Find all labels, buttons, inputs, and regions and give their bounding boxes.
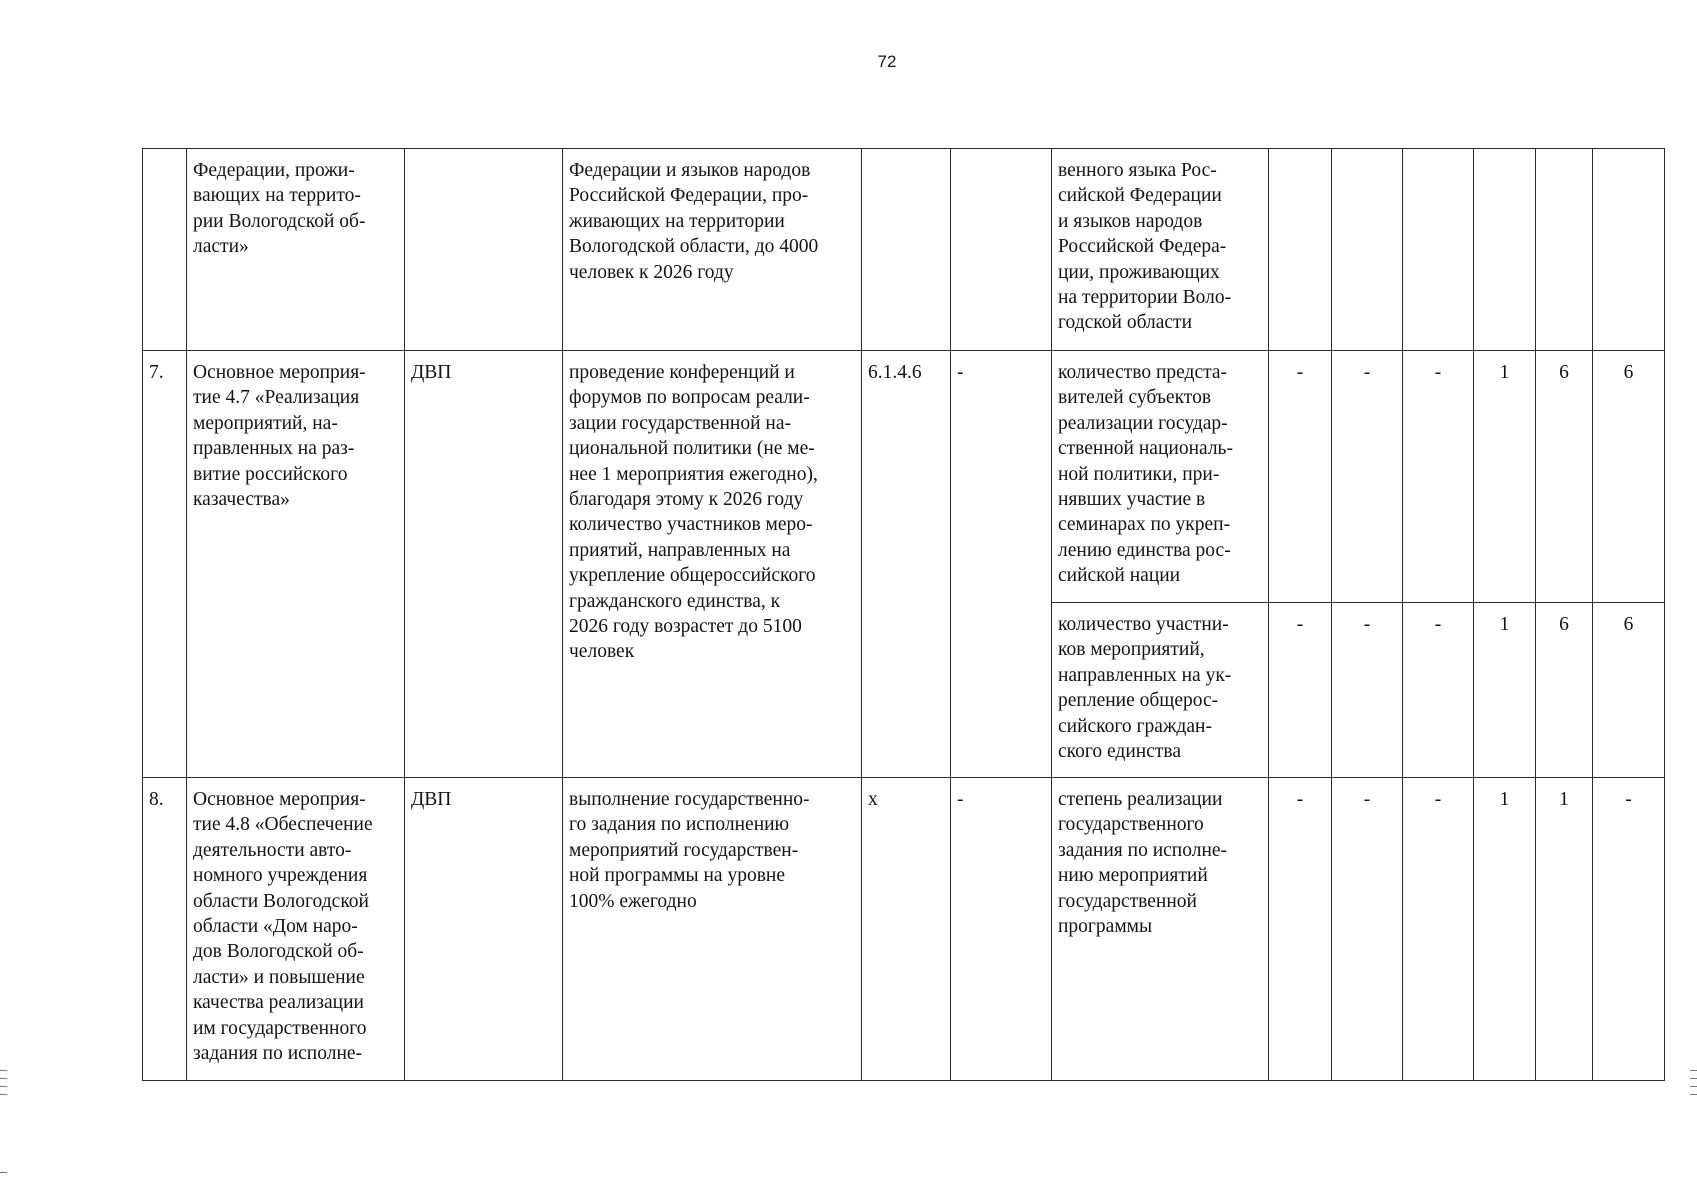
cell-executor [405, 149, 563, 351]
cell-value [1403, 149, 1474, 351]
cell-result: проведение конференций и форумов по вопросам реали- зации государственной на- циональной политики (не ме- нее 1 мероприятия ежегодно), благодаря этому к 2026 году количество участников меро- приятий, направленных на укрепление общероссийского гражданского единства, к 2026 году возрастет до 5100 человек [563, 351, 862, 778]
cell-activity: Федерации, прожи- вающих на террито- рии Вологодской об- ласти» [187, 149, 405, 351]
cell-value: - [1269, 603, 1332, 778]
cell-num: 7. [143, 351, 187, 778]
cell-executor: ДВП [405, 351, 563, 778]
cell-value: 6 [1593, 351, 1665, 603]
cell-value: - [1269, 778, 1332, 1081]
cell-indicator: количество участни- ков мероприятий, направленных на ук- репление общерос- сийского граждан- ского единства [1052, 603, 1269, 778]
cell-value: - [1332, 351, 1403, 603]
cell-activity: Основное мероприя- тие 4.8 «Обеспечение деятельности авто- номного учреждения области Вологодской области «Дом наро- дов Вологодской об- ласти» и повышение качества реализации им государственного задания по исполне- [187, 778, 405, 1081]
scan-edge-mark [1690, 1086, 1697, 1087]
scan-edge-mark [0, 1172, 7, 1173]
cell-value [1593, 149, 1665, 351]
cell-value: - [1269, 351, 1332, 603]
cell-value [1474, 149, 1536, 351]
cell-col6 [951, 149, 1052, 351]
page-number: 72 [877, 52, 897, 71]
cell-value: - [1403, 778, 1474, 1081]
cell-activity: Основное мероприя- тие 4.7 «Реализация мероприятий, на- правленных на раз- витие российского казачества» [187, 351, 405, 778]
scan-edge-mark [0, 1070, 7, 1071]
scan-edge-mark [0, 1094, 7, 1095]
cell-code: х [862, 778, 951, 1081]
table-row-7 [143, 351, 1665, 603]
cell-value: - [1403, 351, 1474, 603]
cell-indicator: степень реализации государственного задания по исполне- нию мероприятий государственной программы [1052, 778, 1269, 1081]
cell-col6: - [951, 778, 1052, 1081]
cell-indicator: количество предста- вителей субъектов реализации государ- ственной националь- ной политики, при- нявших участие в семинарах по укреп- лению единства рос- сийской нации [1052, 351, 1269, 603]
scan-edge-mark [1690, 1094, 1697, 1095]
cell-result: выполнение государственно- го задания по исполнению мероприятий государствен- ной программы на уровне 100% ежегодно [563, 778, 862, 1081]
cell-code: 6.1.4.6 [862, 351, 951, 778]
cell-col6: - [951, 351, 1052, 778]
cell-value: - [1593, 778, 1665, 1081]
table-row-8 [143, 778, 1665, 1081]
cell-value [1269, 149, 1332, 351]
cell-code [862, 149, 951, 351]
cell-value: 6 [1536, 351, 1593, 603]
cell-value: 1 [1474, 603, 1536, 778]
cell-value: 1 [1474, 778, 1536, 1081]
cell-value: 6 [1593, 603, 1665, 778]
cell-num [143, 149, 187, 351]
cell-value: 1 [1474, 351, 1536, 603]
cell-value: - [1403, 603, 1474, 778]
cell-num: 8. [143, 778, 187, 1081]
cell-value: - [1332, 603, 1403, 778]
scan-edge-mark [0, 1086, 7, 1087]
cell-value [1332, 149, 1403, 351]
cell-value: 6 [1536, 603, 1593, 778]
cell-executor: ДВП [405, 778, 563, 1081]
scan-edge-mark [1690, 1078, 1697, 1079]
program-activities-table [142, 148, 1665, 1081]
table-row-continuation [143, 149, 1665, 351]
cell-result: Федерации и языков народов Российской Федерации, про- живающих на территории Вологодской области, до 4000 человек к 2026 году [563, 149, 862, 351]
cell-value: - [1332, 778, 1403, 1081]
cell-value: 1 [1536, 778, 1593, 1081]
scan-edge-mark [1690, 1070, 1697, 1071]
cell-indicator: венного языка Рос- сийской Федерации и языков народов Российской Федера- ции, проживающих на территории Воло- годской области [1052, 149, 1269, 351]
scan-edge-mark [0, 1078, 7, 1079]
cell-value [1536, 149, 1593, 351]
